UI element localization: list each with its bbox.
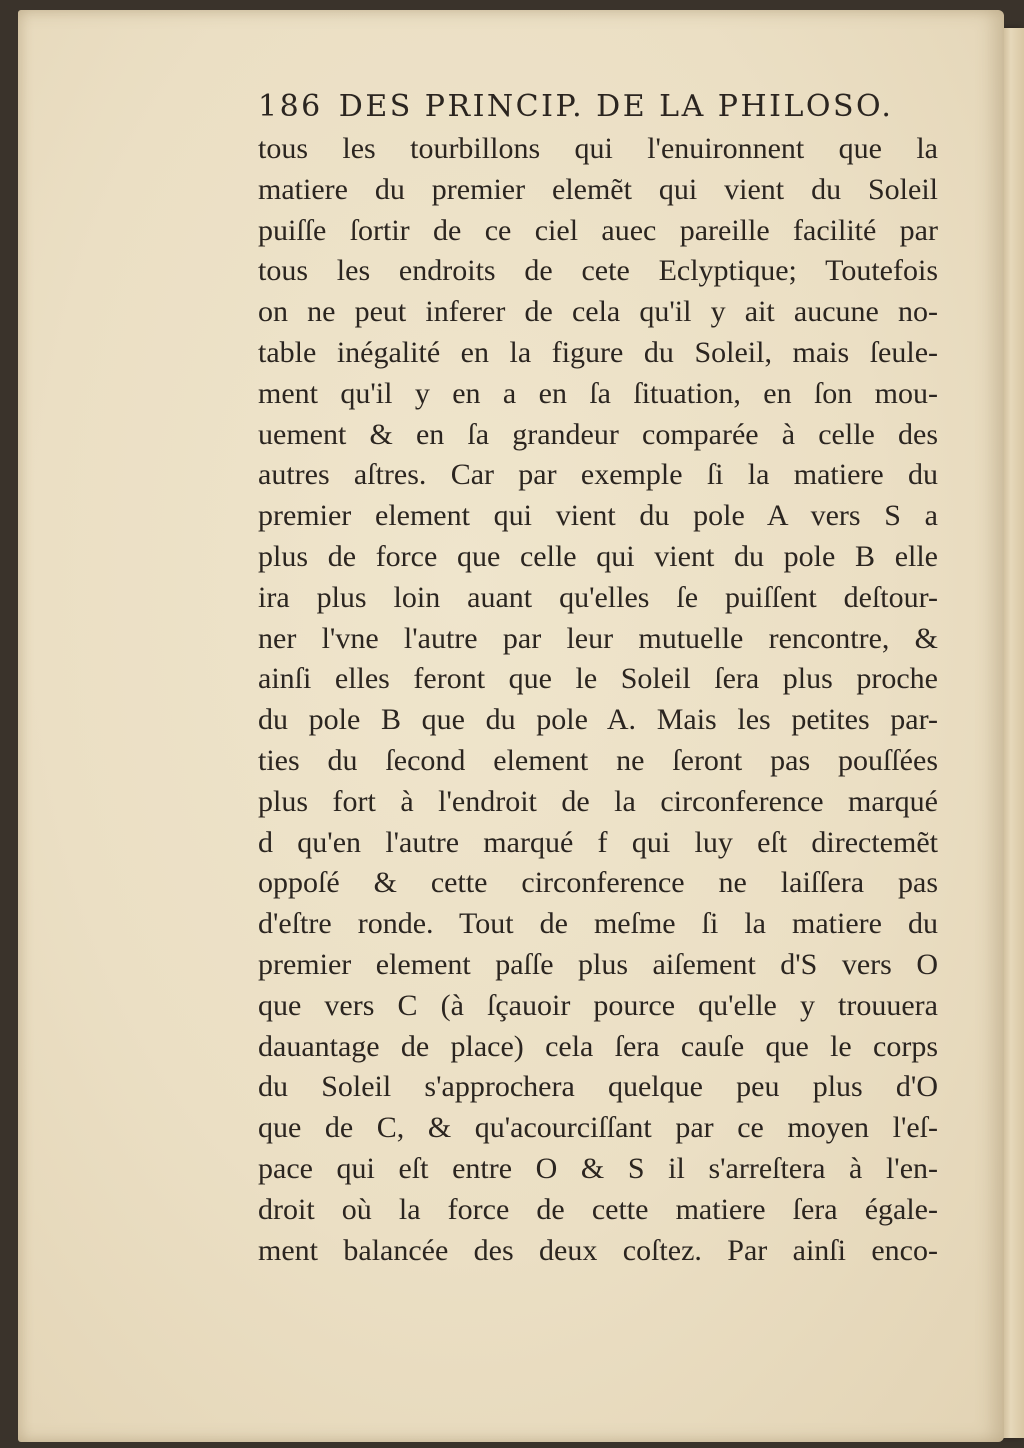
text-line: premier element paſſe plus aiſement d'S vers O bbox=[258, 947, 938, 981]
text-line: droit où la force de cette matiere ſera égale- bbox=[258, 1192, 938, 1226]
text-line: ment qu'il y en a en ſa ſituation, en ſon mou- bbox=[258, 376, 938, 410]
body-text bbox=[258, 129, 938, 1271]
text-line: que de C, & qu'acourciſſant par ce moyen l'eſ- bbox=[258, 1111, 938, 1145]
text-line: autres aſtres. Car par exemple ſi la matiere du bbox=[258, 458, 938, 492]
text-line: dauantage de place) cela ſera cauſe que le corps bbox=[258, 1029, 938, 1063]
text-line: tous les tourbillons qui l'enuironnent que la bbox=[258, 132, 938, 165]
text-line: d qu'en l'autre marqué f qui luy eſt directemẽt bbox=[258, 825, 938, 859]
text-line: tous les endroits de cete Eclyptique; Toutefois bbox=[258, 254, 938, 288]
text-line: pace qui eſt entre O & S il s'arreſtera à l'en- bbox=[258, 1151, 938, 1185]
text-line: du Soleil s'approchera quelque peu plus d'O bbox=[258, 1070, 938, 1104]
text-line: premier element qui vient du pole A vers S a bbox=[258, 499, 938, 533]
text-line: uement & en ſa grandeur comparée à celle des bbox=[258, 417, 938, 451]
text-line: du pole B que du pole A. Mais les petites par- bbox=[258, 703, 938, 737]
text-line: matiere du premier elemẽt qui vient du Soleil bbox=[258, 172, 938, 206]
text-line: oppoſé & cette circonference ne laiſſera pas bbox=[258, 866, 938, 900]
text-line: puiſſe ſortir de ce ciel auec pareille facilité par bbox=[258, 213, 938, 247]
running-title: DES PRINCIP. DE LA PHILOSO. bbox=[338, 89, 894, 124]
running-head bbox=[258, 88, 938, 128]
text-line: on ne peut inferer de cela qu'il y ait aucune no- bbox=[258, 295, 938, 329]
next-page-edge bbox=[1002, 28, 1024, 1438]
text-line: que vers C (à ſçauoir pource qu'elle y trouuera bbox=[258, 988, 938, 1022]
page-text-block bbox=[258, 88, 938, 1271]
text-line: ner l'vne l'autre par leur mutuelle rencontre, & bbox=[258, 621, 938, 655]
text-line: ira plus loin auant qu'elles ſe puiſſent deſtour- bbox=[258, 580, 938, 614]
text-line: ainſi elles feront que le Soleil ſera plus proche bbox=[258, 662, 938, 696]
text-line: ment balancée des deux coſtez. Par ainſi enco- bbox=[258, 1233, 938, 1267]
text-line: ties du ſecond element ne ſeront pas pouſſées bbox=[258, 743, 938, 777]
text-line: d'eſtre ronde. Tout de meſme ſi la matiere du bbox=[258, 907, 938, 941]
text-line: plus fort à l'endroit de la circonference marqué bbox=[258, 784, 938, 818]
text-line: plus de force que celle qui vient du pole B elle bbox=[258, 539, 938, 573]
text-line: table inégalité en la figure du Soleil, mais ſeule- bbox=[258, 335, 938, 369]
page-number: 186 bbox=[258, 89, 323, 124]
